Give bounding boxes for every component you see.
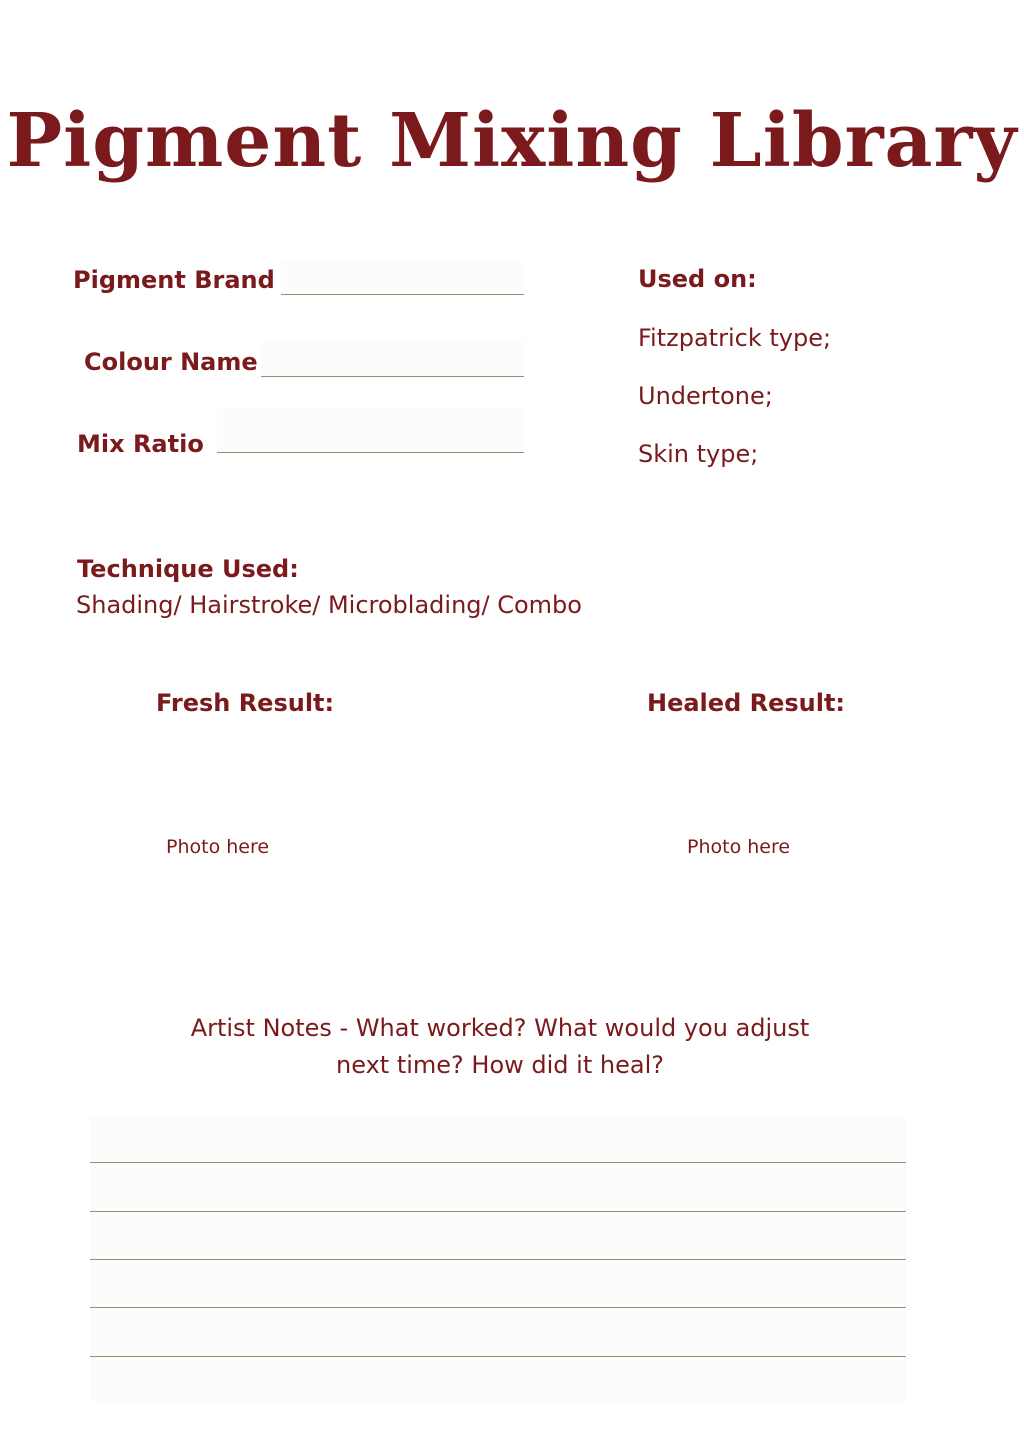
colour-name-field[interactable] [261,340,524,377]
fresh-result-heading: Fresh Result: [156,689,335,717]
technique-heading: Technique Used: [77,555,299,583]
colour-name-label: Colour Name [84,348,258,376]
notes-line [90,1211,906,1212]
mix-ratio-field[interactable] [217,408,524,453]
skin-type-item: Skin type; [638,440,759,468]
mix-ratio-label: Mix Ratio [77,430,204,458]
artist-notes-heading-line1: Artist Notes - What worked? What would you adjust [190,1014,810,1042]
healed-photo-placeholder: Photo here [687,836,791,858]
artist-notes-heading-line2: next time? How did it heal? [336,1051,664,1079]
used-on-heading: Used on: [638,265,757,293]
pigment-brand-field[interactable] [281,261,524,295]
technique-options: Shading/ Hairstroke/ Microblading/ Combo [76,591,582,619]
notes-line [90,1259,906,1260]
fresh-photo-placeholder: Photo here [166,836,270,858]
pigment-brand-label: Pigment Brand [73,266,275,294]
artist-notes-heading [150,1010,850,1084]
notes-line [90,1162,906,1163]
undertone-item: Undertone; [638,382,773,410]
artist-notes-area[interactable] [90,1117,906,1402]
notes-line [90,1307,906,1308]
notes-line [90,1356,906,1357]
page-title: Pigment Mixing Library [6,98,1018,184]
healed-result-heading: Healed Result: [647,689,846,717]
fitzpatrick-type-item: Fitzpatrick type; [638,324,832,352]
